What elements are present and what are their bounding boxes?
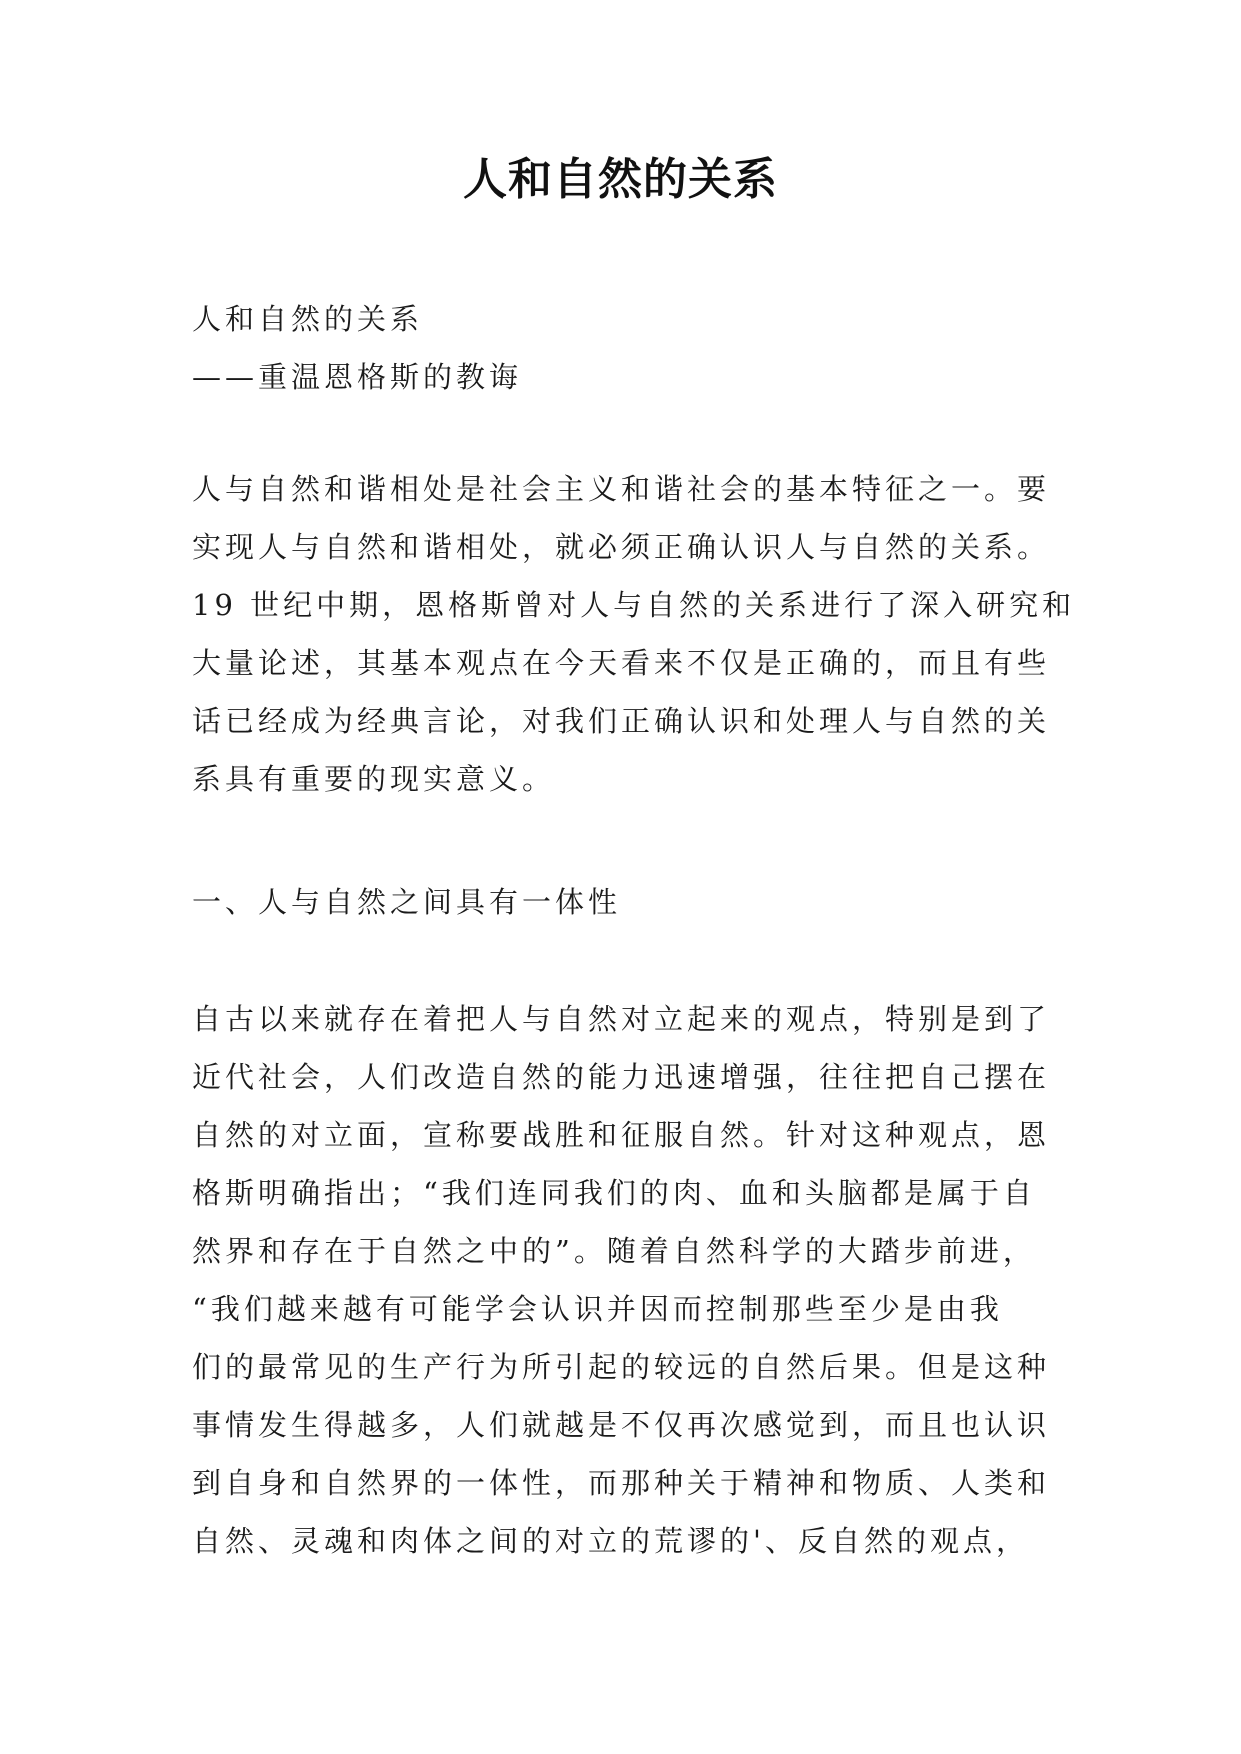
paragraph-intro	[192, 460, 1076, 808]
paragraph-line: 实现人与自然和谐相处，就必须正确认识人与自然的关系。	[192, 530, 1051, 564]
paragraph-line: 们的最常见的生产行为所引起的较远的自然后果。但是这种	[192, 1350, 1051, 1384]
paragraph-line: 自古以来就存在着把人与自然对立起来的观点，特别是到了	[192, 1002, 1051, 1036]
paragraph-line: 然界和存在于自然之中的”。随着自然科学的大踏步前进，	[192, 1234, 1036, 1268]
paragraph-line: 人与自然和谐相处是社会主义和谐社会的基本特征之一。要	[192, 472, 1051, 506]
paragraph-line: 事情发生得越多，人们就越是不仅再次感觉到，而且也认识	[192, 1408, 1051, 1442]
paragraph-line: 自然的对立面，宣称要战胜和征服自然。针对这种观点，恩	[192, 1118, 1051, 1152]
paragraph-line: 19 世纪中期，恩格斯曾对人与自然的关系进行了深入研究和	[192, 588, 1076, 622]
paragraph-line: “我们越来越有可能学会认识并因而控制那些至少是由我	[192, 1292, 1003, 1326]
paragraph-line: 自然、灵魂和肉体之间的对立的荒谬的'、反自然的观点，	[192, 1524, 1029, 1558]
paragraph-line: 大量论述，其基本观点在今天看来不仅是正确的，而且有些	[192, 646, 1051, 680]
paragraph-line: 系具有重要的现实意义。	[192, 762, 556, 796]
section-heading	[192, 873, 1072, 931]
paragraph-line: 话已经成为经典言论，对我们正确认识和处理人与自然的关	[192, 704, 1051, 738]
paragraph-section-1	[192, 990, 1072, 1570]
paragraph-line: 格斯明确指出；“我们连同我们的肉、血和头脑都是属于自	[192, 1176, 1036, 1210]
section-heading-text: 一、人与自然之间具有一体性	[192, 885, 622, 919]
subtitle-line: ——重温恩格斯的教诲	[192, 360, 523, 394]
page-title: 人和自然的关系	[463, 154, 778, 205]
paragraph-line: 到自身和自然界的一体性，而那种关于精神和物质、人类和	[192, 1466, 1051, 1500]
paragraph-line: 近代社会，人们改造自然的能力迅速增强，往往把自己摆在	[192, 1060, 1051, 1094]
subtitle-line: 人和自然的关系	[192, 302, 424, 336]
subtitle-block	[192, 290, 1072, 406]
